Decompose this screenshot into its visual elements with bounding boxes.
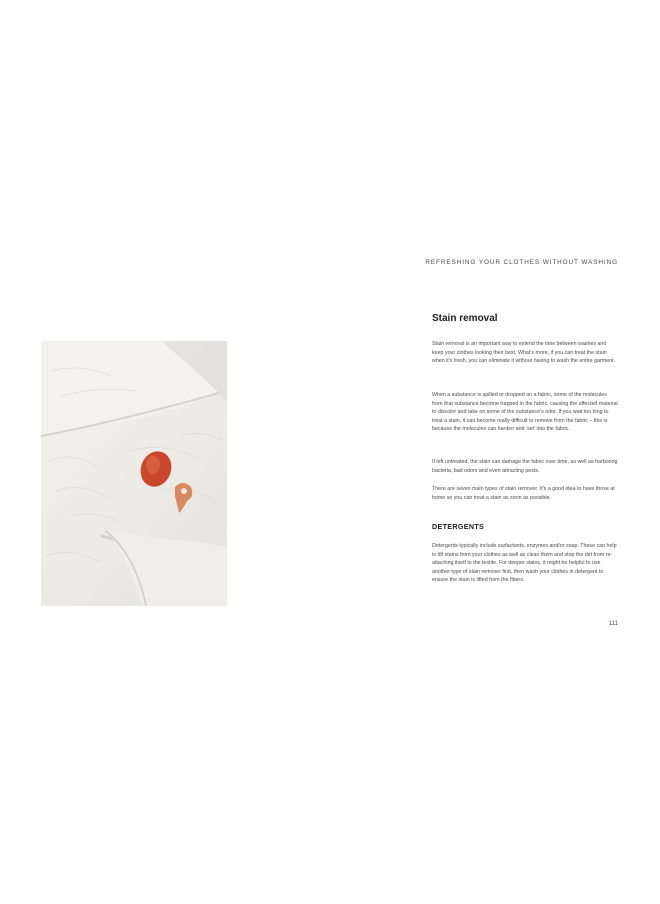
running-head: REFRESHING YOUR CLOTHES WITHOUT WASHING: [425, 259, 618, 266]
subsection-heading: DETERGENTS: [432, 522, 485, 531]
section-title: Stain removal: [432, 313, 498, 324]
paragraph-spill: When a substance is spilled or dropped on a fabric, some of the molecules from that substance become trapped in the fabric, causing the affected material to discolor and take on some of the substance's odor. If you wait too long to treat a stain, it can become really difficult to remove from the fabric – this is because the molecules can harden and 'set' into the fabric.: [432, 392, 618, 433]
paragraph-types: There are seven main types of stain remover. It's a good idea to have those at home so you can treat a stain as soon as possible.: [432, 486, 615, 501]
paragraph-intro: Stain removal is an important way to extend the time between washes and keep your clothes looking their best. What's more, if you can treat the stain when it's fresh, you can eliminate it without having to wash the entire garment.: [432, 341, 615, 365]
page-number: 111: [608, 621, 618, 627]
paragraph-untreated: If left untreated, the stain can damage the fabric over time, as well as harboring bacteria, bad odors and even attracting pests.: [432, 459, 618, 474]
paragraph-detergents: Detergents typically include surfactants, enzymes and/or soap. These can help to lift stains from your clothes as well as clean them and stop the dirt from re-attaching itself to the textile. For deeper stains, it might be helpful to use another type of stain remover first, then wash your clothes in detergent to ensure the stain is lifted from the fibers.: [432, 543, 617, 584]
stained-fabric-photo: [41, 341, 227, 606]
